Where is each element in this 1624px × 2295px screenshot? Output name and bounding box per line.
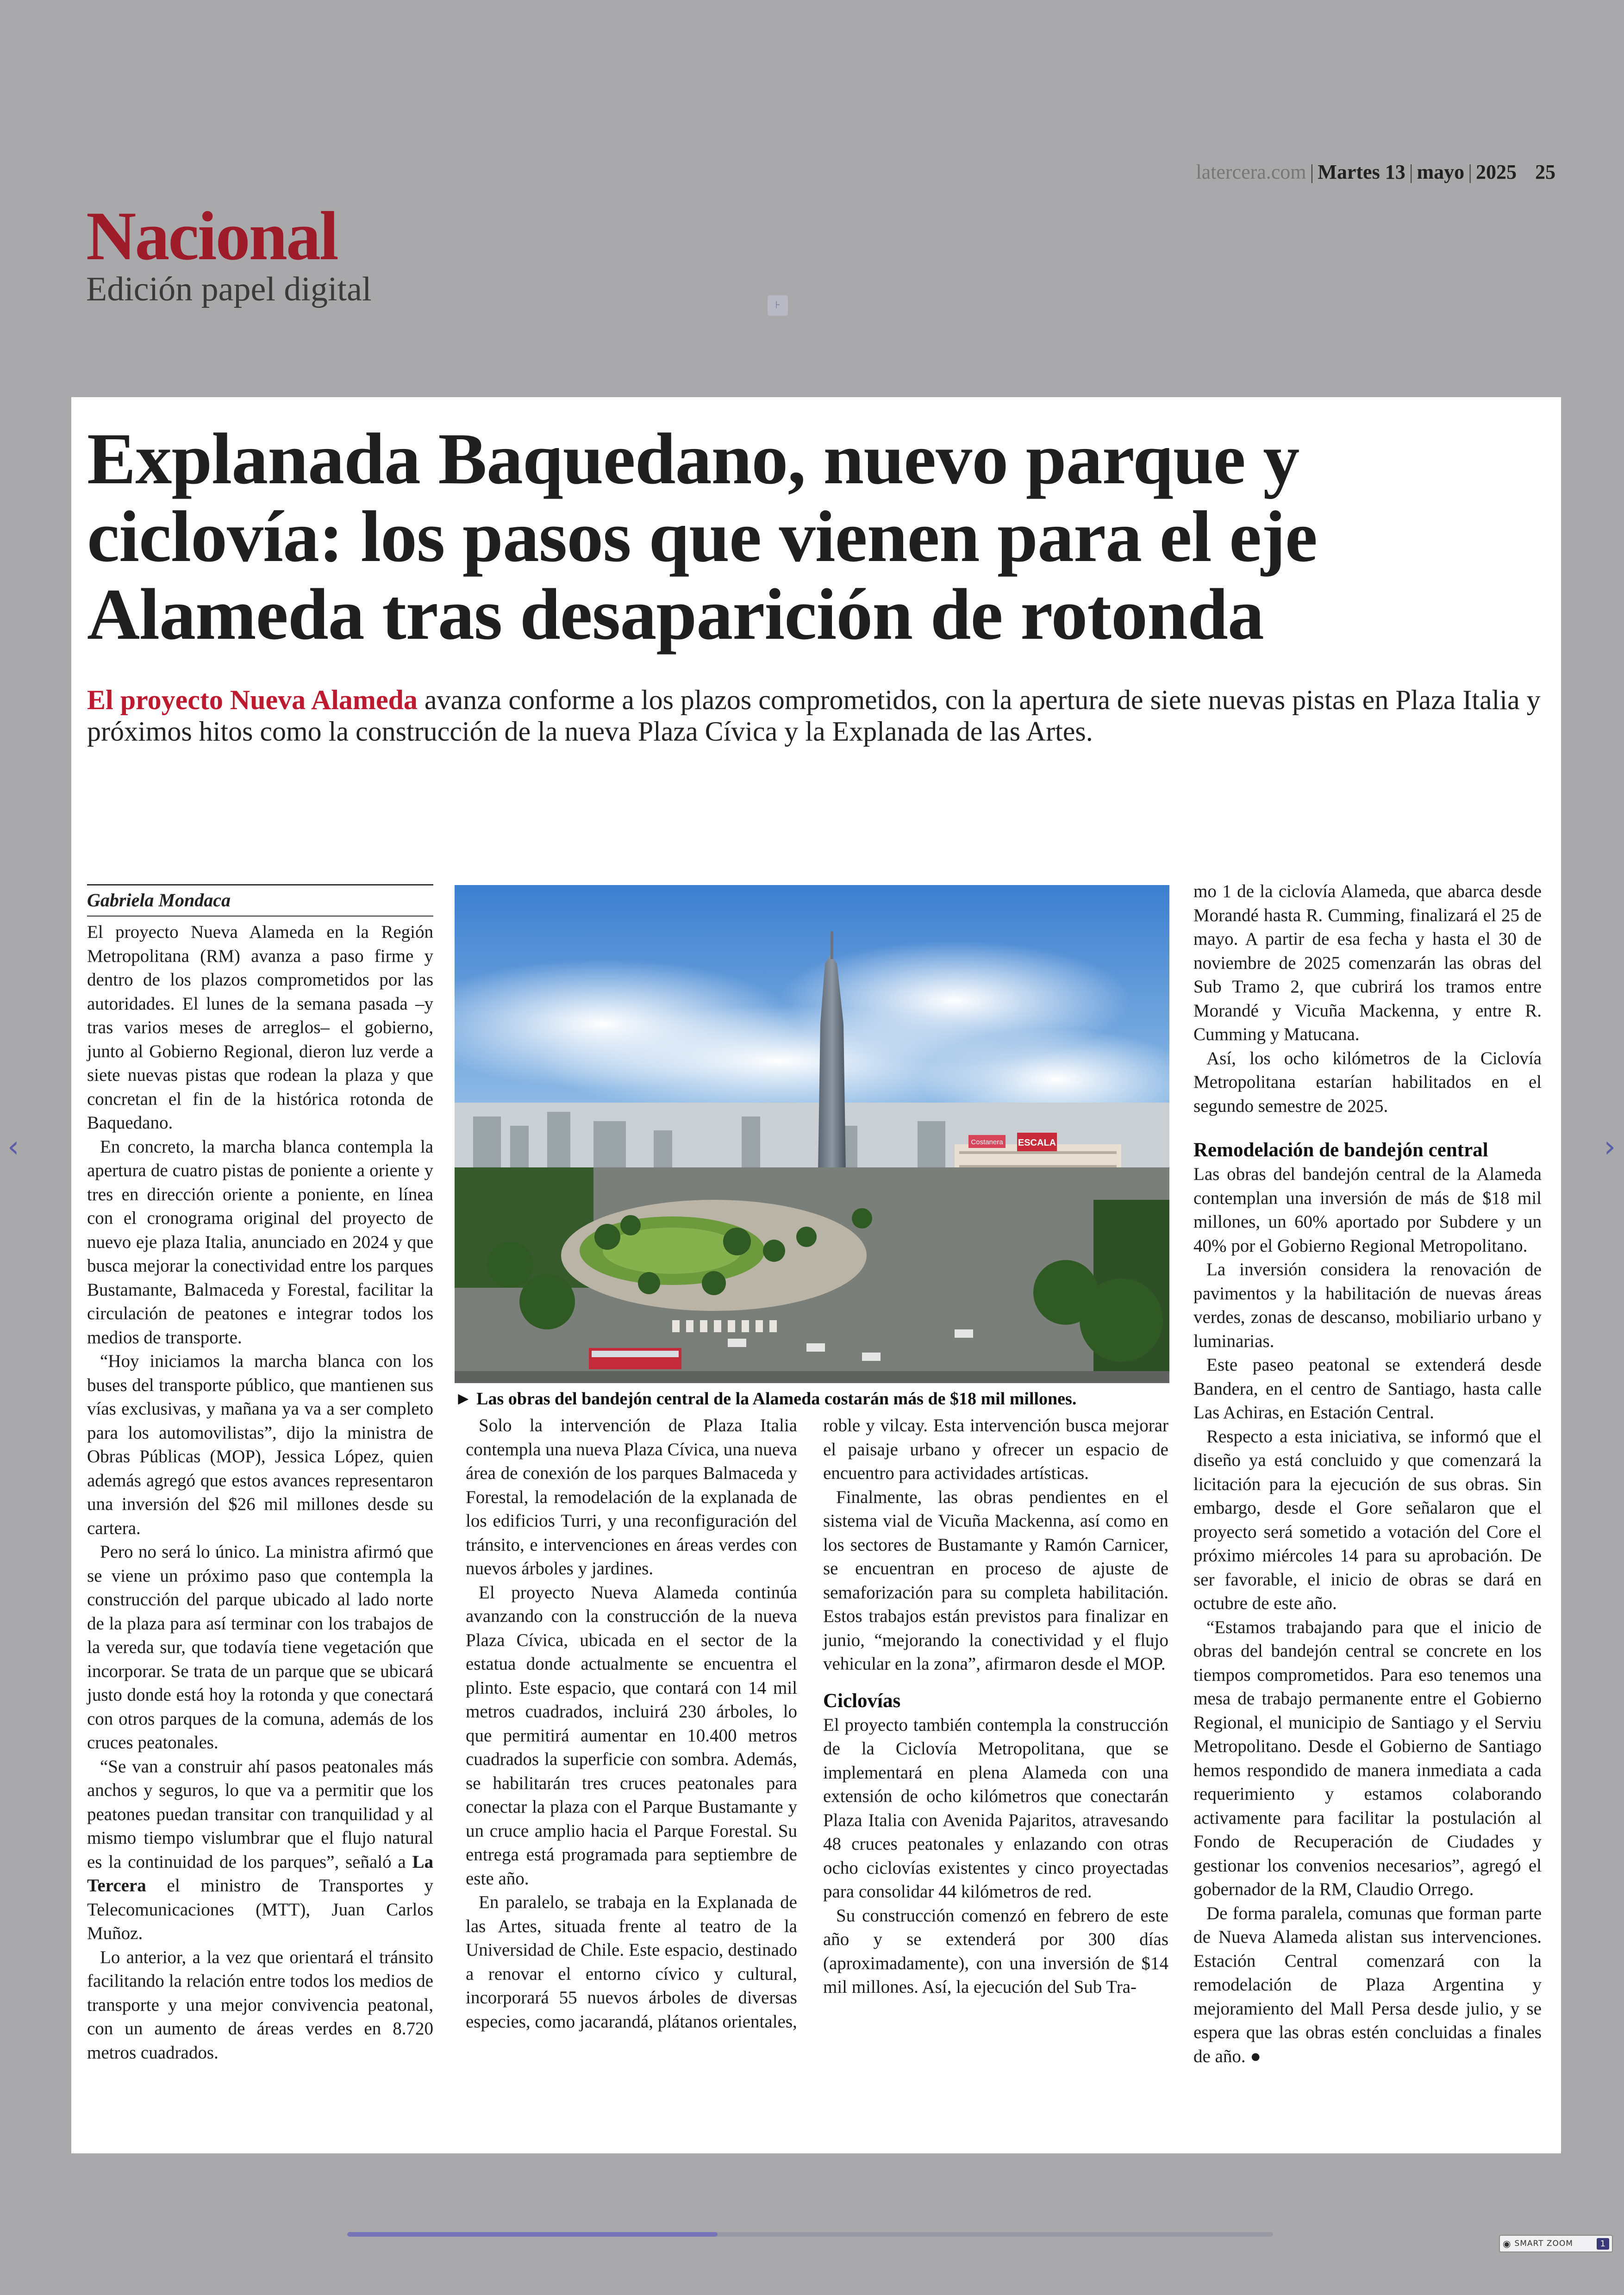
quote-text: “Se van a construir ahí pasos peatonales más anchos y seguros, lo que va a permitir que los peatones puedan transitar con tranquilidad y al mismo tiempo vislumbrar que el flujo natural es la continuidad de los parques”, señaló a [87, 1756, 433, 1872]
byline: Gabriela Mondaca [87, 884, 433, 917]
section-title: Nacional [86, 198, 337, 274]
paragraph: mo 1 de la ciclovía Alameda, que abarca desde Morandé hasta R. Cumming, finalizará el 25 de mayo. A partir de esa fecha y hasta el 30 de noviembre de 2025 comenzarán las obras del Sub Tramo 2, que cubrirá los tramos entre Morandé y Vicuña Mackenna, y entre R. Cumming y Matucana. [1193, 881, 1542, 1044]
paragraph: Respecto a esta iniciativa, se informó que el diseño ya está concluido y que comenzará la licitación para la ejecución de sus obras. Sin embargo, desde el Gore señalaron que el proyecto será sometido a votación del Core el próximo miércoles 14 para su aprobación. De ser favorable, el inicio de obras se dará en octubre de este año. [1193, 1426, 1542, 1613]
site-name: latercera.com [1196, 161, 1306, 183]
newspaper-page [71, 397, 1561, 2153]
edition-label: Edición papel digital [86, 270, 372, 308]
paragraph: “Hoy iniciamos la marcha blanca con los buses del transporte público, que mantienen sus vías exclusivas, y mañana ya va a ser completo para los automovilistas”, dijo la ministra de Obras Públicas (MOP), Jessica López, quien además agregó que estos avances representaron una inversión del $26 mil millones desde su cartera. [87, 1351, 433, 1538]
paragraph: El proyecto también contempla la construcción de la Ciclovía Metropolitana, que se implementará en plena Alameda con una extensión de ocho kilómetros que conectarán Plaza Italia con Avenida Pajaritos, atravesando 48 cruces peatonales y enlazando con otras ocho ciclovías existentes y cinco proyectadas para consolidar 44 kilómetros de red. [823, 1715, 1168, 1902]
paragraph: Pero no será lo único. La ministra afirmó que se viene un próximo paso que contempla la construcción del parque ubicado al lado norte de la plaza para así terminar con los trabajos de la vereda sur, que todavía tiene vegetación que incorporar. Se trata de un parque que se ubicará justo donde está hoy la rotonda y que conectará con otros parques de la comuna, además de los cruces peatonales. [87, 1542, 433, 1752]
issue-month: mayo [1417, 161, 1465, 183]
paragraph: De forma paralela, comunas que forman parte de Nueva Alameda alistan sus intervenciones. Estación Central comenzará con la remodelación de Plaza Argentina y mejoramiento del Mall Persa desde julio, y se espera que las obras estén concluidas a finales de año. ● [1193, 1903, 1542, 2066]
pointer-icon: ⊦ [768, 295, 788, 316]
page-number: 25 [1535, 161, 1555, 183]
paragraph: Así, los ocho kilómetros de la Ciclovía Metropolitana estarían habilitados en el segundo semestre de 2025. [1193, 1048, 1542, 1116]
section-header [86, 198, 372, 310]
article-photo [455, 885, 1169, 1383]
article-column-2 [466, 1414, 797, 2033]
paragraph: La inversión considera la renovación de pavimentos y la habilitación de nuevas áreas verdes, zonas de descanso, mobiliario urbano y luminarias. [1193, 1260, 1542, 1351]
paragraph: roble y vilcay. Esta intervención busca mejorar el paisaje urbano y ofrecer un espacio de encuentro para actividades artísticas. [823, 1416, 1168, 1483]
photo-caption: ► Las obras del bandejón central de la Alameda costarán más de $18 mil millones. [455, 1389, 1077, 1409]
paragraph: Su construcción comenzó en febrero de este año y se extenderá por 300 días (aproximadamente), con una inversión de $14 mil millones. Así, la ejecución del Sub Tra- [823, 1905, 1168, 1997]
paragraph: Solo la intervención de Plaza Italia contempla una nueva Plaza Cívica, una nueva área de conexión de los parques Balmaceda y Forestal, la remodelación de la explanada de los edificios Turri, y una reconfiguración del tránsito, e intervenciones en áreas verdes con nuevos árboles y jardines. [466, 1416, 797, 1578]
article-headline: Explanada Baquedano, nuevo parque y ciclovía: los pasos que vienen para el eje Alameda tras desaparición de rotonda [87, 418, 1317, 655]
paragraph: El proyecto Nueva Alameda continúa avanzando con la construcción de la nueva Plaza Cívica, ubicada en el sector de la estatua donde actualmente se encuentra el plinto. Este espacio, que contará con 14 mil metros cuadrados, incluirá 230 árboles, lo que permitirá aumentar en 10.400 metros cuadrados la superficie con sombra. Además, se habilitarán tres cruces peatonales para conectar la plaza con el Parque Bustamante y un cruce amplio hacia el Parque Forestal. Su entrega está programada para septiembre de este año. [466, 1582, 797, 1889]
chevron-right-icon[interactable]: › [1604, 1130, 1616, 1164]
page-progress-fill [347, 2232, 718, 2237]
smart-zoom-label: SMART ZOOM [1514, 2239, 1573, 2248]
sign-text-right: ESCALA [1018, 1138, 1056, 1148]
paragraph: En concreto, la marcha blanca contempla la apertura de cuatro pistas de poniente a oriente y tres en dirección oriente a poniente, en línea con el cronograma original del proyecto de nuevo eje plaza Italia, anunciado en 2024 y que busca mejorar la conectividad entre los parques Bustamante, Balmaceda y Forestal, facilitar la circulación de peatones e integrar todos los medios de transporte. [87, 1136, 433, 1347]
deck-text: avanza conforme a los plazos comprometidos, con la apertura de siete nuevas pistas en Plaza Italia y próximos hitos como la construcción de la nueva Plaza Cívica y la Explanada de las Artes. [87, 685, 1541, 747]
paragraph [87, 1755, 433, 1946]
page-progress-bar[interactable] [347, 2232, 1273, 2237]
smart-zoom-button[interactable] [1499, 2235, 1613, 2252]
zoom-level: 1 [1597, 2238, 1609, 2250]
issue-day: Martes 13 [1318, 161, 1405, 183]
article-column-1 [87, 920, 433, 2064]
eye-icon: ◉ [1503, 2238, 1511, 2249]
issue-year: 2025 [1476, 161, 1517, 183]
subheading-ciclovias: Ciclovías [823, 1690, 901, 1712]
quote-attribution: el ministro de Transportes y Telecomunicaciones (MTT), Juan Carlos Muñoz. [87, 1876, 433, 1943]
paragraph: Este paseo peatonal se extenderá desde Bandera, en el centro de Santiago, hasta calle Las Achiras, en Estación Central. [1193, 1355, 1542, 1422]
article-column-3 [823, 1414, 1168, 1999]
deck-lead: El proyecto Nueva Alameda [87, 685, 418, 715]
paragraph: En paralelo, se trabaja en la Explanada de las Artes, situada frente al teatro de la Universidad de Chile. Este espacio, destinado a renovar el entorno cívico y cultural, incorporará 55 nuevos árboles de diversas especies, como jacarandá, plátanos orientales, [466, 1892, 797, 2032]
paragraph: Las obras del bandejón central de la Alameda contemplan una inversión de más de $18 mil millones, un 60% aportado por Subdere y un 40% por el Gobierno Regional Metropolitano. [1193, 1164, 1542, 1256]
page-header-meta: latercera.com | Martes 13 | mayo | 2025 25 [1196, 161, 1555, 183]
paragraph: Finalmente, las obras pendientes en el sistema vial de Vicuña Mackenna, así como en los sectores de Bustamante y Ramón Carnicer, se encuentran en proceso de ajuste de semaforización para su completa habilitación. Estos trabajos están previstos para finalizar en junio, “mejorando la conectividad y el flujo vehicular en la zona”, afirmaron desde el MOP. [823, 1487, 1168, 1674]
paragraph: “Estamos trabajando para que el inicio de obras del bandejón central se concrete en los tiempos comprometidos. Para eso tenemos una mesa de trabajo permanente entre el Gobierno Regional, el municipio de Santiago y el Serviu Metropolitano. Desde el Gobierno de Santiago hemos respondido de manera inmediata a cada requerimiento y estamos colaborando activamente para facilitar la postulación al Fondo de Recuperación de Ciudades y gestionar los convenios necesarios”, agregó el gobernador de la RM, Claudio Orrego. [1193, 1617, 1542, 1899]
paragraph: El proyecto Nueva Alameda en la Región Metropolitana (RM) avanza a paso firme y dentro de los plazos comprometidos por las autoridades. El lunes de la semana pasada –y tras varios meses de arreglos– el gobierno, junto al Gobierno Regional, dieron luz verde a siete nuevas pistas que rodean la plaza y que concretan el fin de la histórica rotonda de Baquedano. [87, 922, 433, 1133]
paragraph: Lo anterior, a la vez que orientará el tránsito facilitando la relación entre todos los medios de transporte y una mejor convivencia peatonal, con un aumento de áreas verdes en 8.720 metros cuadrados. [87, 1947, 433, 2063]
newspaper-name: La Tercera [87, 1852, 433, 1896]
article-column-4 [1193, 879, 1542, 2068]
sign-text-left: Costanera [971, 1138, 1003, 1146]
subheading-bandejon: Remodelación de bandejón central [1193, 1139, 1488, 1161]
chevron-left-icon[interactable]: ‹ [7, 1130, 19, 1164]
article-deck [87, 684, 1545, 747]
